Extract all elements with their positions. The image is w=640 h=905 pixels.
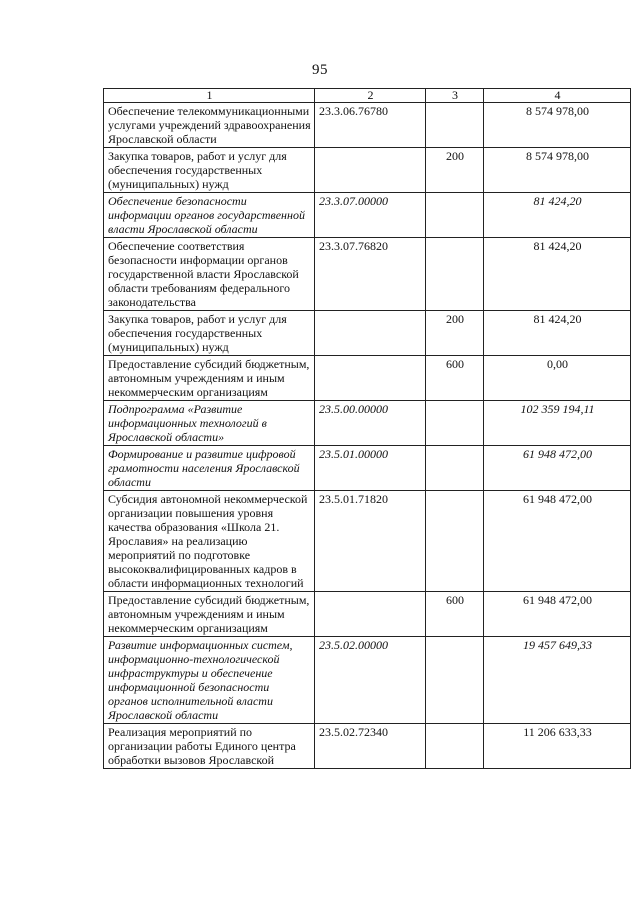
table-row: [104, 724, 631, 769]
row-name-cell: Предоставление субсидий бюджетным, автономным учреждениям и иным некоммерческим организациям: [104, 356, 315, 401]
budget-table: [103, 88, 631, 769]
row-amount-cell: 8 574 978,00: [484, 103, 631, 148]
column-header-3: 3: [426, 89, 484, 103]
table-row: [104, 401, 631, 446]
table-row: [104, 446, 631, 491]
row-type-cell: 600: [426, 356, 484, 401]
row-code-cell: 23.5.00.00000: [315, 401, 426, 446]
row-name-cell: Реализация мероприятий по организации работы Единого центра обработки вызовов Ярославской: [104, 724, 315, 769]
row-type-cell: [426, 637, 484, 724]
row-code-cell: 23.5.01.71820: [315, 491, 426, 592]
table-row: [104, 356, 631, 401]
row-type-cell: [426, 491, 484, 592]
row-amount-cell: 11 206 633,33: [484, 724, 631, 769]
row-name-cell: Подпрограмма «Развитие информационных технологий в Ярославской области»: [104, 401, 315, 446]
row-name-cell: Развитие информационных систем, информационно-технологической инфраструктуры и обеспечение информационной безопасности органов исполнительной власти Ярославской области: [104, 637, 315, 724]
row-type-cell: 200: [426, 311, 484, 356]
row-amount-cell: 61 948 472,00: [484, 491, 631, 592]
row-type-cell: [426, 401, 484, 446]
row-name-cell: Закупка товаров, работ и услуг для обеспечения государственных (муниципальных) нужд: [104, 148, 315, 193]
table-row: [104, 311, 631, 356]
row-name-cell: Обеспечение безопасности информации органов государственной власти Ярославской области: [104, 193, 315, 238]
row-name-cell: Обеспечение соответствия безопасности информации органов государственной власти Ярославской области требованиям федерального законодательства: [104, 238, 315, 311]
row-code-cell: 23.5.01.00000: [315, 446, 426, 491]
row-code-cell: [315, 148, 426, 193]
column-header-1: 1: [104, 89, 315, 103]
row-name-cell: Закупка товаров, работ и услуг для обеспечения государственных (муниципальных) нужд: [104, 311, 315, 356]
row-type-cell: [426, 724, 484, 769]
row-name-cell: Предоставление субсидий бюджетным, автономным учреждениям и иным некоммерческим организациям: [104, 592, 315, 637]
row-amount-cell: 8 574 978,00: [484, 148, 631, 193]
row-code-cell: 23.3.07.76820: [315, 238, 426, 311]
column-header-2: 2: [315, 89, 426, 103]
row-code-cell: [315, 311, 426, 356]
table-row: [104, 193, 631, 238]
row-code-cell: 23.3.06.76780: [315, 103, 426, 148]
row-code-cell: 23.5.02.00000: [315, 637, 426, 724]
row-amount-cell: 102 359 194,11: [484, 401, 631, 446]
row-type-cell: [426, 193, 484, 238]
row-name-cell: Обеспечение телекоммуникационными услугами учреждений здравоохранения Ярославской области: [104, 103, 315, 148]
row-code-cell: 23.5.02.72340: [315, 724, 426, 769]
table-row: [104, 491, 631, 592]
row-amount-cell: 81 424,20: [484, 238, 631, 311]
page-number: 95: [312, 62, 328, 78]
row-type-cell: 600: [426, 592, 484, 637]
row-code-cell: [315, 356, 426, 401]
table-body: [104, 103, 631, 769]
table-row: [104, 103, 631, 148]
table-row: [104, 637, 631, 724]
row-type-cell: [426, 103, 484, 148]
row-type-cell: [426, 446, 484, 491]
table-header-row: [104, 89, 631, 103]
row-type-cell: 200: [426, 148, 484, 193]
row-type-cell: [426, 238, 484, 311]
row-amount-cell: 61 948 472,00: [484, 592, 631, 637]
row-amount-cell: 19 457 649,33: [484, 637, 631, 724]
table-row: [104, 592, 631, 637]
row-code-cell: 23.3.07.00000: [315, 193, 426, 238]
row-name-cell: Субсидия автономной некоммерческой организации повышения уровня качества образования «Школа 21. Ярославия» на реализацию мероприятий по подготовке высококвалифицированных кадров в области информационных технологий: [104, 491, 315, 592]
table-row: [104, 238, 631, 311]
row-name-cell: Формирование и развитие цифровой грамотности населения Ярославской области: [104, 446, 315, 491]
row-amount-cell: 0,00: [484, 356, 631, 401]
row-amount-cell: 81 424,20: [484, 311, 631, 356]
row-amount-cell: 81 424,20: [484, 193, 631, 238]
row-code-cell: [315, 592, 426, 637]
table-row: [104, 148, 631, 193]
column-header-4: 4: [484, 89, 631, 103]
row-amount-cell: 61 948 472,00: [484, 446, 631, 491]
